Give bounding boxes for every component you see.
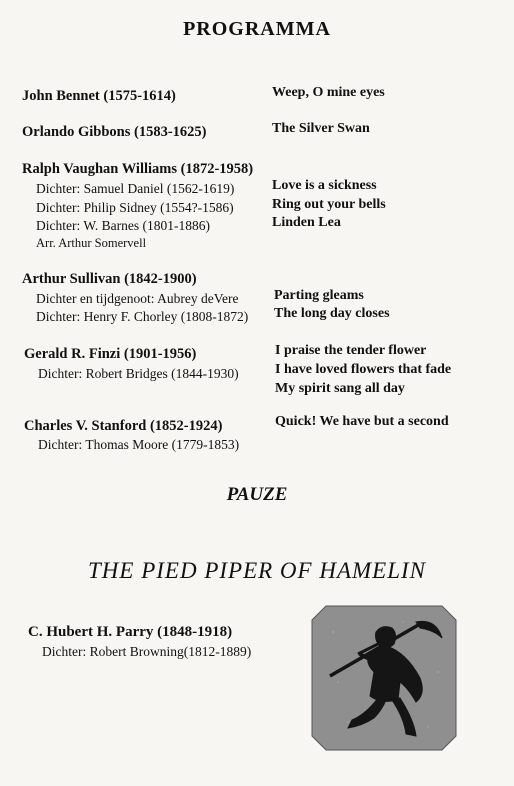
composer-vaughan-williams: Ralph Vaughan Williams (1872-1958) bbox=[22, 161, 254, 177]
song-item: Ring out your bells bbox=[272, 197, 386, 212]
song-item: Love is a sickness bbox=[272, 178, 377, 193]
composer-sullivan: Arthur Sullivan (1842-1900) bbox=[22, 271, 197, 287]
poet-credit: Dichter: Thomas Moore (1779-1853) bbox=[38, 437, 240, 452]
song-item: Linden Lea bbox=[272, 215, 341, 230]
pied-piper-woodcut-icon bbox=[308, 602, 460, 754]
poet-credit: Dichter: W. Barnes (1801-1886) bbox=[36, 218, 210, 233]
song-item: Quick! We have but a second bbox=[275, 414, 449, 429]
poet-credit: Dichter en tijdgenoot: Aubrey deVere bbox=[36, 291, 239, 306]
composer-bennet: John Bennet (1575-1614) bbox=[22, 88, 176, 104]
song-item: The Silver Swan bbox=[272, 121, 370, 136]
intermission-heading: PAUZE bbox=[226, 484, 288, 505]
poet-credit: Dichter: Philip Sidney (1554?-1586) bbox=[36, 200, 234, 215]
poet-credit: Dichter: Henry F. Chorley (1808-1872) bbox=[36, 309, 249, 324]
composer-finzi: Gerald R. Finzi (1901-1956) bbox=[24, 346, 197, 362]
poet-credit: Dichter: Samuel Daniel (1562-1619) bbox=[36, 181, 235, 196]
song-item: Parting gleams bbox=[274, 288, 364, 303]
song-item: I have loved flowers that fade bbox=[275, 362, 452, 377]
song-item: My spirit sang all day bbox=[275, 381, 405, 396]
arranger-credit: Arr. Arthur Somervell bbox=[36, 236, 147, 250]
second-part-title: THE PIED PIPER OF HAMELIN bbox=[88, 558, 426, 583]
song-item: The long day closes bbox=[274, 306, 390, 321]
song-item: Weep, O mine eyes bbox=[272, 85, 385, 100]
composer-parry: C. Hubert H. Parry (1848-1918) bbox=[28, 624, 233, 640]
composer-gibbons: Orlando Gibbons (1583-1625) bbox=[22, 124, 207, 140]
poet-credit: Dichter: Robert Browning(1812-1889) bbox=[42, 644, 252, 659]
poet-credit: Dichter: Robert Bridges (1844-1930) bbox=[38, 366, 239, 381]
song-item: I praise the tender flower bbox=[275, 343, 427, 358]
composer-stanford: Charles V. Stanford (1852-1924) bbox=[24, 418, 223, 434]
page-title: PROGRAMMA bbox=[183, 18, 331, 40]
